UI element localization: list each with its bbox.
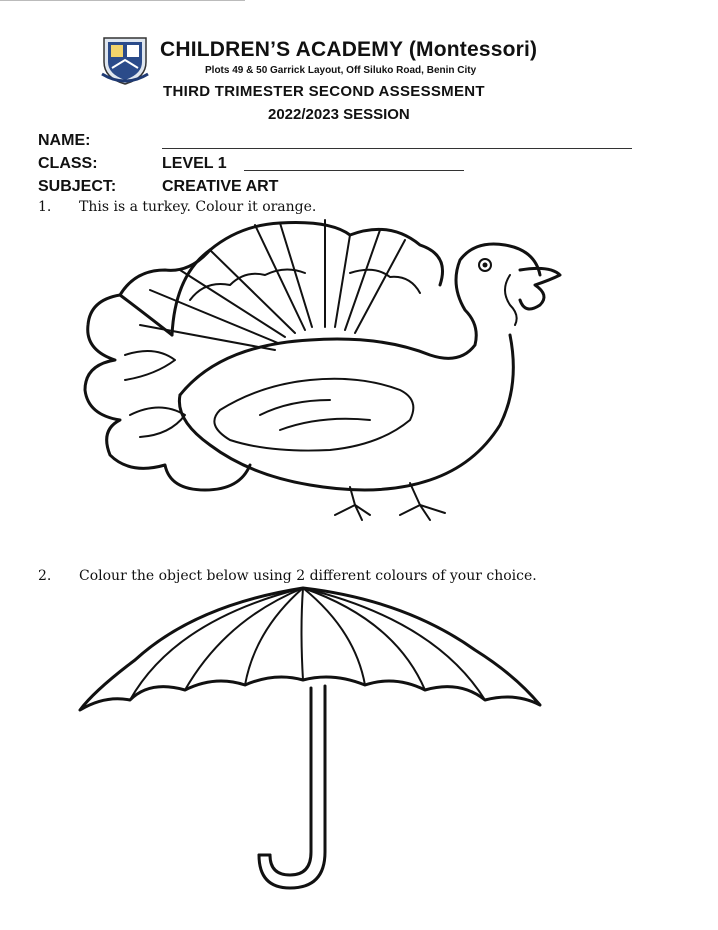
turkey-illustration — [80, 215, 610, 535]
question-2-number: 2. — [38, 568, 52, 584]
name-label: NAME: — [38, 132, 91, 149]
question-2-text: Colour the object below using 2 different colours of your choice. — [79, 568, 537, 584]
top-edge-line — [0, 0, 245, 1]
class-value: LEVEL 1 — [162, 155, 227, 172]
question-1-number: 1. — [38, 199, 52, 215]
class-label: CLASS: — [38, 155, 98, 172]
subject-label: SUBJECT: — [38, 178, 117, 195]
question-1-text: This is a turkey. Colour it orange. — [79, 199, 317, 215]
school-address: Plots 49 & 50 Garrick Layout, Off Siluko Road, Benin City — [205, 65, 477, 76]
name-answer-line[interactable] — [162, 148, 632, 149]
school-name: CHILDREN’S ACADEMY (Montessori) — [160, 38, 538, 61]
subject-value: CREATIVE ART — [162, 178, 279, 195]
umbrella-illustration — [75, 580, 545, 890]
class-answer-line[interactable] — [244, 170, 464, 171]
school-crest-logo — [100, 34, 150, 86]
session-title: 2022/2023 SESSION — [268, 106, 410, 123]
assessment-title: THIRD TRIMESTER SECOND ASSESSMENT — [163, 83, 485, 100]
